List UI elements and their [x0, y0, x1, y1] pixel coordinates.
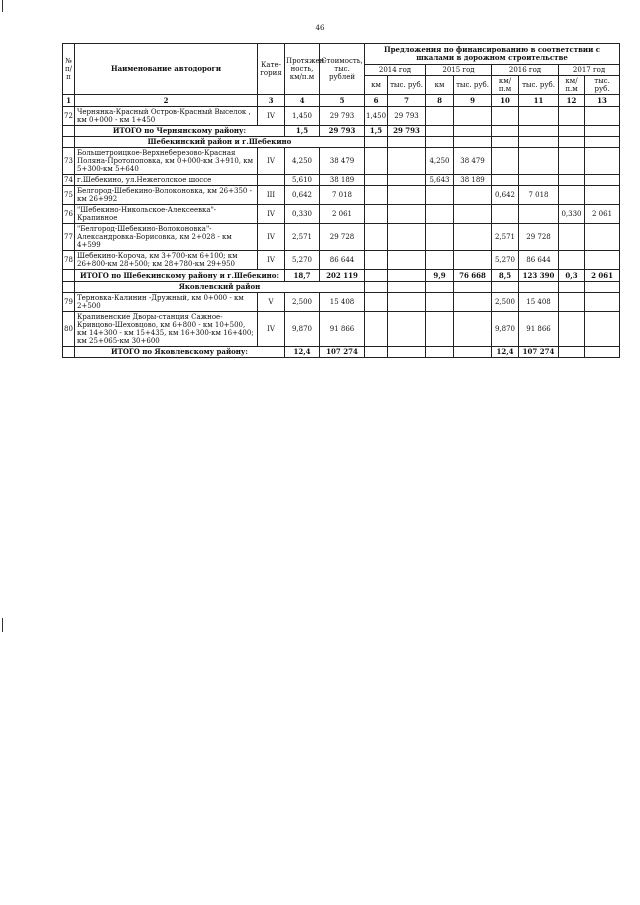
empty-cell — [365, 282, 388, 293]
total-c10 — [492, 126, 519, 137]
header-unit: тыс. руб. — [454, 76, 492, 95]
total-num-empty — [63, 126, 75, 137]
header-category: Кате-гория — [258, 44, 285, 95]
value-c6 — [365, 251, 388, 270]
value-c7 — [388, 251, 426, 270]
value-c10: 0,642 — [492, 186, 519, 205]
road-length: 4,250 — [285, 148, 320, 175]
value-c13 — [585, 293, 620, 312]
road-name: Шебекино-Короча, км 3+700-км 6+100; км 26+800-км 28+500; км 28+780-км 29+950 — [75, 251, 258, 270]
empty-cell — [585, 137, 620, 148]
row-number: 72 — [63, 107, 75, 126]
column-index: 9 — [454, 95, 492, 107]
value-c13 — [585, 224, 620, 251]
value-c8 — [426, 251, 454, 270]
value-c6 — [365, 293, 388, 312]
value-c6 — [365, 205, 388, 224]
total-cost: 107 274 — [320, 347, 365, 358]
value-c12 — [559, 175, 585, 186]
section-empty — [63, 282, 75, 293]
empty-cell — [585, 282, 620, 293]
value-c11 — [519, 175, 559, 186]
table-row — [63, 312, 620, 347]
column-index: 8 — [426, 95, 454, 107]
road-cost: 38 189 — [320, 175, 365, 186]
total-row — [63, 347, 620, 358]
header-year-2017: 2017 год — [559, 65, 620, 76]
road-length: 2,571 — [285, 224, 320, 251]
road-cost: 2 061 — [320, 205, 365, 224]
table-row — [63, 224, 620, 251]
value-c13 — [585, 148, 620, 175]
total-c9 — [454, 126, 492, 137]
road-name: Большетроицкое-Верхнеберезово-Красная Поляна-Протопоповка, км 0+000-км 3+910, км 5+300-км 5+640 — [75, 148, 258, 175]
value-c12 — [559, 148, 585, 175]
empty-cell — [454, 137, 492, 148]
value-c13 — [585, 107, 620, 126]
header-unit: тыс. руб. — [519, 76, 559, 95]
empty-cell — [365, 137, 388, 148]
value-c9: 38 189 — [454, 175, 492, 186]
value-c10: 9,870 — [492, 312, 519, 347]
total-c8 — [426, 347, 454, 358]
total-cost: 202 119 — [320, 270, 365, 282]
total-c6 — [365, 347, 388, 358]
road-category — [258, 175, 285, 186]
total-length: 1,5 — [285, 126, 320, 137]
value-c12 — [559, 312, 585, 347]
total-c12 — [559, 126, 585, 137]
value-c8 — [426, 224, 454, 251]
road-name: Терновка-Калинин -Дружный, км 0+000 - км 2+500 — [75, 293, 258, 312]
total-row — [63, 126, 620, 137]
header-year-2015: 2015 год — [426, 65, 492, 76]
value-c10: 2,500 — [492, 293, 519, 312]
scan-edge-mark-mid — [2, 618, 3, 632]
total-c12 — [559, 347, 585, 358]
total-length: 18,7 — [285, 270, 320, 282]
value-c12 — [559, 251, 585, 270]
row-number: 74 — [64, 176, 73, 184]
column-index: 7 — [388, 95, 426, 107]
value-c9 — [454, 293, 492, 312]
header-unit: тыс. руб. — [388, 76, 426, 95]
total-c8: 9,9 — [426, 270, 454, 282]
value-c11: 86 644 — [519, 251, 559, 270]
table-row — [63, 251, 620, 270]
total-label: ИТОГО по Шебекинскому району и г.Шебекино: — [75, 270, 285, 282]
column-index: 2 — [75, 95, 258, 107]
road-name: г.Шебекино, ул.Нежеголское шоссе — [75, 175, 258, 186]
value-c9 — [454, 186, 492, 205]
value-c8 — [426, 312, 454, 347]
section-row — [63, 137, 620, 148]
total-c9: 76 668 — [454, 270, 492, 282]
empty-cell — [559, 137, 585, 148]
column-index: 5 — [320, 95, 365, 107]
road-cost: 91 866 — [320, 312, 365, 347]
road-category: IV — [258, 205, 285, 224]
value-c11 — [519, 205, 559, 224]
row-number: 77 — [63, 224, 75, 251]
value-c12 — [559, 186, 585, 205]
section-title: Шебекинский район и г.Шебекино — [75, 137, 365, 148]
road-category: IV — [258, 312, 285, 347]
value-c10: 5,270 — [492, 251, 519, 270]
header-unit: км/п.м — [559, 76, 585, 95]
table-row — [63, 186, 620, 205]
total-c7 — [388, 347, 426, 358]
column-index: 1 — [63, 95, 75, 107]
value-c10 — [492, 175, 519, 186]
value-c7 — [388, 186, 426, 205]
value-c9 — [454, 312, 492, 347]
column-index: 6 — [365, 95, 388, 107]
value-c8 — [426, 293, 454, 312]
table-row — [63, 205, 620, 224]
value-c13 — [585, 175, 620, 186]
value-c10 — [492, 107, 519, 126]
value-c13 — [585, 251, 620, 270]
column-index: 10 — [492, 95, 519, 107]
column-index-row — [63, 95, 620, 107]
value-c9 — [454, 107, 492, 126]
road-name: Чернянка-Красный Остров-Красный Выселок , км 0+000 - км 1+450 — [75, 107, 258, 126]
road-cost: 38 479 — [320, 148, 365, 175]
empty-cell — [426, 137, 454, 148]
road-length: 0,642 — [285, 186, 320, 205]
value-c7 — [388, 312, 426, 347]
road-cost: 29 793 — [320, 107, 365, 126]
value-c8 — [426, 186, 454, 205]
total-c7 — [388, 270, 426, 282]
total-c13 — [585, 126, 620, 137]
table-body — [63, 44, 620, 358]
total-cost: 29 793 — [320, 126, 365, 137]
value-c13: 2 061 — [585, 205, 620, 224]
total-c6: 1,5 — [365, 126, 388, 137]
value-c11 — [519, 107, 559, 126]
empty-cell — [388, 282, 426, 293]
road-category: IV — [258, 107, 285, 126]
total-c13: 2 061 — [585, 270, 620, 282]
value-c6: 1,450 — [365, 107, 388, 126]
table-row — [63, 293, 620, 312]
table-row — [63, 107, 620, 126]
row-number: 78 — [63, 251, 75, 270]
empty-cell — [388, 137, 426, 148]
page-number: 46 — [315, 24, 325, 32]
header-unit: км — [426, 76, 454, 95]
financing-table — [62, 43, 620, 358]
value-c7 — [388, 175, 426, 186]
value-c8: 5,643 — [426, 175, 454, 186]
road-name: Крапивенские Дворы-станция Сажное-Кривцово-Шеховцово, км 6+800 - км 10+500, км 14+300 - км 15+435, км 16+300-км 16+400; км 25+065-км 30+600 — [75, 312, 258, 347]
value-c11: 7 018 — [519, 186, 559, 205]
value-c11: 29 728 — [519, 224, 559, 251]
empty-cell — [519, 137, 559, 148]
value-c9 — [454, 251, 492, 270]
value-c11: 15 408 — [519, 293, 559, 312]
value-c11: 91 866 — [519, 312, 559, 347]
value-c13 — [585, 312, 620, 347]
total-c9 — [454, 347, 492, 358]
value-c9 — [454, 205, 492, 224]
value-c12 — [559, 293, 585, 312]
column-index: 12 — [559, 95, 585, 107]
row-number: 73 — [63, 148, 75, 175]
empty-cell — [492, 137, 519, 148]
table-row — [63, 175, 620, 186]
scan-edge-mark-top — [2, 0, 3, 12]
value-c6 — [365, 224, 388, 251]
road-name: Белгород-Шебекино-Волоконовка, км 26+350 - км 26+992 — [75, 186, 258, 205]
road-length: 0,330 — [285, 205, 320, 224]
road-name: "Шебекино-Никольское-Алексеевка"-Крапивное — [75, 205, 258, 224]
value-c6 — [365, 148, 388, 175]
row-number: 76 — [63, 205, 75, 224]
value-c12: 0,330 — [559, 205, 585, 224]
total-label: ИТОГО по Чернянскому району: — [75, 126, 285, 137]
road-cost: 7 018 — [320, 186, 365, 205]
empty-cell — [559, 282, 585, 293]
value-c10: 2,571 — [492, 224, 519, 251]
column-index: 11 — [519, 95, 559, 107]
road-cost: 15 408 — [320, 293, 365, 312]
value-c12 — [559, 107, 585, 126]
header-unit: тыс. руб. — [585, 76, 620, 95]
value-c10 — [492, 148, 519, 175]
value-c6 — [365, 175, 388, 186]
value-c9: 38 479 — [454, 148, 492, 175]
header-unit: км/п.м — [492, 76, 519, 95]
empty-cell — [426, 282, 454, 293]
row-number: 75 — [63, 186, 75, 205]
row-number: 79 — [63, 293, 75, 312]
total-c10: 12,4 — [492, 347, 519, 358]
total-c13 — [585, 347, 620, 358]
header-length: Протяжен-ность, км/п.м — [285, 44, 320, 95]
header-num: № п/п — [63, 44, 75, 95]
total-c10: 8,5 — [492, 270, 519, 282]
value-c11 — [519, 148, 559, 175]
empty-cell — [519, 282, 559, 293]
section-empty — [63, 137, 75, 148]
section-title: Яковлевский район — [75, 282, 365, 293]
header-unit: км — [365, 76, 388, 95]
value-c12 — [559, 224, 585, 251]
total-num-empty — [63, 270, 75, 282]
value-c8 — [426, 205, 454, 224]
value-c7: 29 793 — [388, 107, 426, 126]
total-row — [63, 270, 620, 282]
road-cost: 29 728 — [320, 224, 365, 251]
header-proposal: Предложения по финансированию в соответствии с шкалами в дорожном строительстве — [365, 44, 620, 65]
header-year-2014: 2014 год — [365, 65, 426, 76]
total-label: ИТОГО по Яковлевскому району: — [75, 347, 285, 358]
header-year-2016: 2016 год — [492, 65, 559, 76]
total-c11 — [519, 126, 559, 137]
table-row — [63, 148, 620, 175]
total-c11: 123 390 — [519, 270, 559, 282]
value-c7 — [388, 224, 426, 251]
value-c6 — [365, 186, 388, 205]
value-c7 — [388, 148, 426, 175]
total-c12: 0,3 — [559, 270, 585, 282]
header-row-1 — [63, 44, 620, 65]
total-num-empty — [63, 347, 75, 358]
row-number: 80 — [63, 312, 75, 347]
empty-cell — [492, 282, 519, 293]
value-c7 — [388, 205, 426, 224]
column-index: 4 — [285, 95, 320, 107]
road-length: 5,270 — [285, 251, 320, 270]
total-c7: 29 793 — [388, 126, 426, 137]
total-c8 — [426, 126, 454, 137]
total-c11: 107 274 — [519, 347, 559, 358]
empty-cell — [454, 282, 492, 293]
road-category: IV — [258, 224, 285, 251]
value-c8: 4,250 — [426, 148, 454, 175]
header-name: Наименование автодороги — [75, 44, 258, 95]
value-c8 — [426, 107, 454, 126]
value-c7 — [388, 293, 426, 312]
header-cost: Стоимость, тыс. рублей — [320, 44, 365, 95]
road-name: "Белгород-Шебекино-Волоконовка"-Александровка-Борисовка, км 2+028 - км 4+599 — [75, 224, 258, 251]
road-category: IV — [258, 251, 285, 270]
value-c10 — [492, 205, 519, 224]
value-c9 — [454, 224, 492, 251]
road-length: 2,500 — [285, 293, 320, 312]
road-category: III — [258, 186, 285, 205]
road-category: IV — [258, 148, 285, 175]
road-cost: 86 644 — [320, 251, 365, 270]
column-index: 3 — [258, 95, 285, 107]
column-index: 13 — [585, 95, 620, 107]
road-length: 1,450 — [285, 107, 320, 126]
total-c6 — [365, 270, 388, 282]
road-category: V — [258, 293, 285, 312]
road-length: 5,610 — [285, 175, 320, 186]
value-c6 — [365, 312, 388, 347]
section-row — [63, 282, 620, 293]
total-length: 12,4 — [285, 347, 320, 358]
value-c13 — [585, 186, 620, 205]
road-length: 9,870 — [285, 312, 320, 347]
